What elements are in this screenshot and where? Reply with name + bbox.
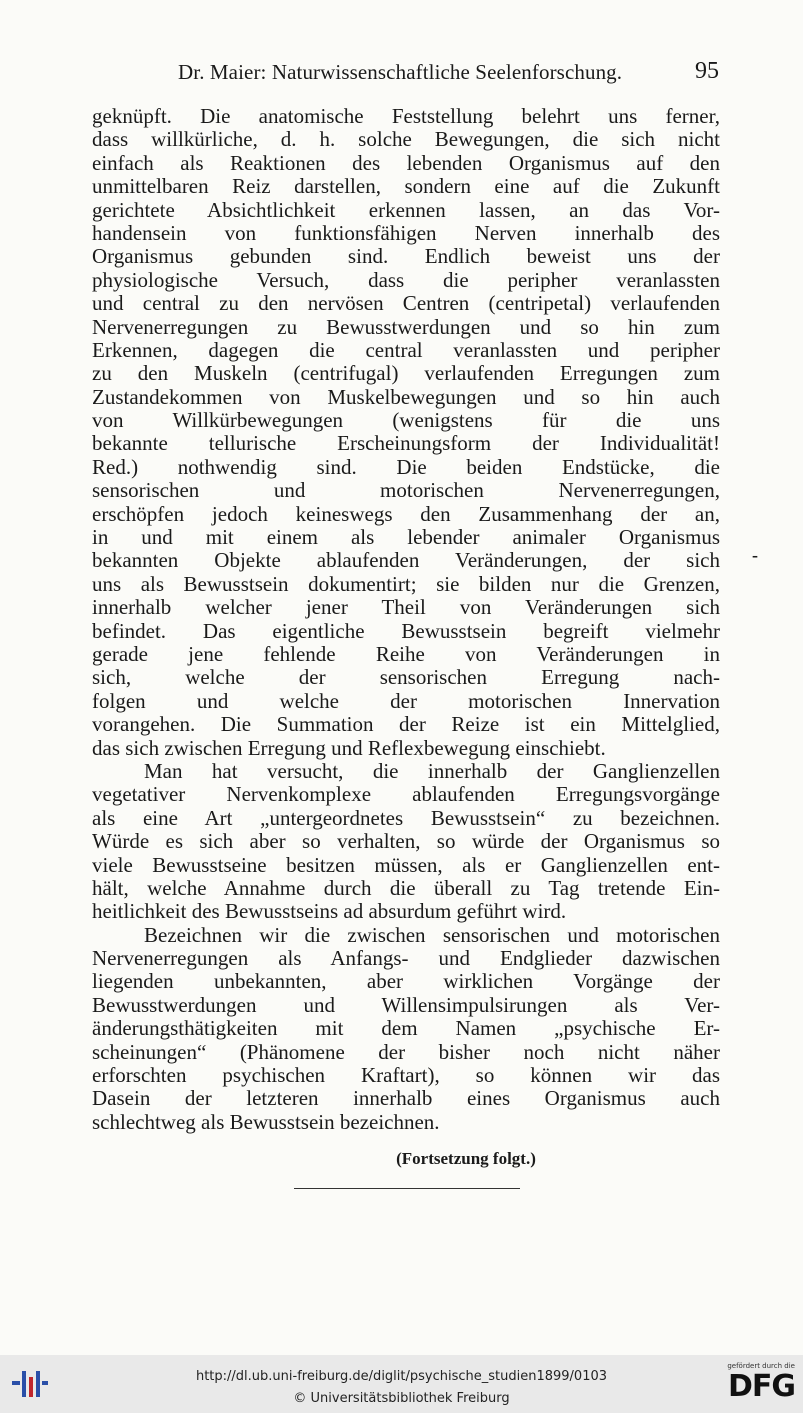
text-line: Bezeichnen wir die zwischen sensorischen und motorischen <box>144 922 720 947</box>
text-line: Nervenerregungen zu Bewusstwerdungen und so hin zum <box>92 314 720 339</box>
dfg-caption: gefördert durch die <box>727 1362 795 1370</box>
text-line: in und mit einem als lebender animaler Organismus <box>92 525 720 550</box>
footer-url[interactable]: http://dl.ub.uni-freiburg.de/diglit/psychische_studien1899/0103 <box>195 1369 608 1384</box>
text-line: änderungsthätigkeiten mit dem Namen „psychische Er- <box>92 1016 720 1041</box>
text-line: liegenden unbekannten, aber wirklichen Vorgänge der <box>92 969 720 994</box>
text-line: geknüpft. Die anatomische Feststellung belehrt uns ferner, <box>92 104 720 128</box>
text-line: bekannte tellurische Erscheinungsform der Individualität! <box>92 431 720 456</box>
text-line: und central zu den nervösen Centren (centripetal) verlaufenden <box>92 291 720 316</box>
text-line: heitlichkeit des Bewusstseins ad absurdum geführt wird. <box>92 899 567 924</box>
text-line: Organismus gebunden sind. Endlich beweist uns der <box>92 244 720 269</box>
text-line: befindet. Das eigentliche Bewusstsein begreift vielmehr <box>92 618 720 643</box>
text-line: hält, welche Annahme durch die überall zu Tag tretende Ein- <box>92 875 720 900</box>
continuation-note: (Fortsetzung folgt.) <box>396 1149 536 1168</box>
text-line: Red.) nothwendig sind. Die beiden Endstücke, die <box>92 454 720 479</box>
text-line: Dasein der letzteren innerhalb eines Organismus auch <box>92 1086 720 1111</box>
text-line: viele Bewusstseine besitzen müssen, als er Ganglienzellen ent- <box>92 852 720 877</box>
text-line: gerade jene fehlende Reihe von Veränderungen in <box>92 641 720 666</box>
text-line: zu den Muskeln (centrifugal) verlaufenden Erregungen zum <box>92 361 720 386</box>
page-number: 95 <box>695 58 719 84</box>
text-line: handensein von funktionsfähigen Nerven innerhalb des <box>92 220 720 245</box>
dfg-logo: DFG <box>727 1369 795 1404</box>
text-line: Bewusstwerdungen und Willensimpulsirungen als Ver- <box>92 992 720 1017</box>
text-line: einfach als Reaktionen des lebenden Organismus auf den <box>92 150 720 175</box>
text-line: Erkennen, dagegen die central veranlassten und peripher <box>92 337 720 362</box>
text-line: dass willkürliche, d. h. solche Bewegungen, die sich nicht <box>92 127 720 152</box>
text-line: erschöpfen jedoch keineswegs den Zusammenhang der an, <box>92 501 720 526</box>
text-line: vegetativer Nervenkomplexe ablaufenden Erregungsvorgänge <box>92 782 720 807</box>
text-line: bekannten Objekte ablaufenden Veränderungen, der sich <box>92 548 720 573</box>
text-line: Würde es sich aber so verhalten, so würde der Organismus so <box>92 829 720 854</box>
text-line: gerichtete Absichtlichkeit erkennen lassen, an das Vor- <box>92 197 720 222</box>
page-header <box>92 58 719 92</box>
end-rule <box>294 1188 520 1189</box>
body-text <box>92 104 720 1168</box>
text-line: erforschten psychischen Kraftart), so können wir das <box>92 1063 720 1088</box>
viewer-footer <box>0 1355 803 1413</box>
running-title: Dr. Maier: Naturwissenschaftliche Seelenforschung. <box>178 60 623 84</box>
text-line: von Willkürbewegungen (wenigstens für die uns <box>92 408 720 433</box>
text-line: sich, welche der sensorischen Erregung nach- <box>92 665 720 690</box>
text-line: sensorischen und motorischen Nervenerregungen, <box>92 478 720 503</box>
text-line: vorangehen. Die Summation der Reize ist ein Mittelglied, <box>92 712 720 737</box>
text-line: physiologische Versuch, dass die peripher veranlassten <box>92 267 720 292</box>
text-line: scheinungen“ (Phänomene der bisher noch nicht näher <box>92 1039 720 1064</box>
margin-mark: - <box>752 545 758 565</box>
text-line: Man hat versucht, die innerhalb der Ganglienzellen <box>144 758 720 783</box>
text-line: unmittelbaren Reiz darstellen, sondern eine auf die Zukunft <box>92 174 720 199</box>
text-line: Zustandekommen von Muskelbewegungen und so hin auch <box>92 384 720 409</box>
text-line: innerhalb welcher jener Theil von Veränderungen sich <box>92 595 720 620</box>
text-line: als eine Art „untergeordnetes Bewusstsein“ zu bezeichnen. <box>92 805 720 830</box>
text-line: folgen und welche der motorischen Innervation <box>92 688 720 713</box>
text-line: das sich zwischen Erregung und Reflexbewegung einschiebt. <box>92 735 606 760</box>
text-line: Nervenerregungen als Anfangs- und Endglieder dazwischen <box>92 946 720 971</box>
text-line: schlechtweg als Bewusstsein bezeichnen. <box>92 1109 440 1134</box>
text-line: uns als Bewusstsein dokumentirt; sie bilden nur die Grenzen, <box>92 571 720 596</box>
footer-copyright: © Universitätsbibliothek Freiburg <box>293 1391 510 1406</box>
